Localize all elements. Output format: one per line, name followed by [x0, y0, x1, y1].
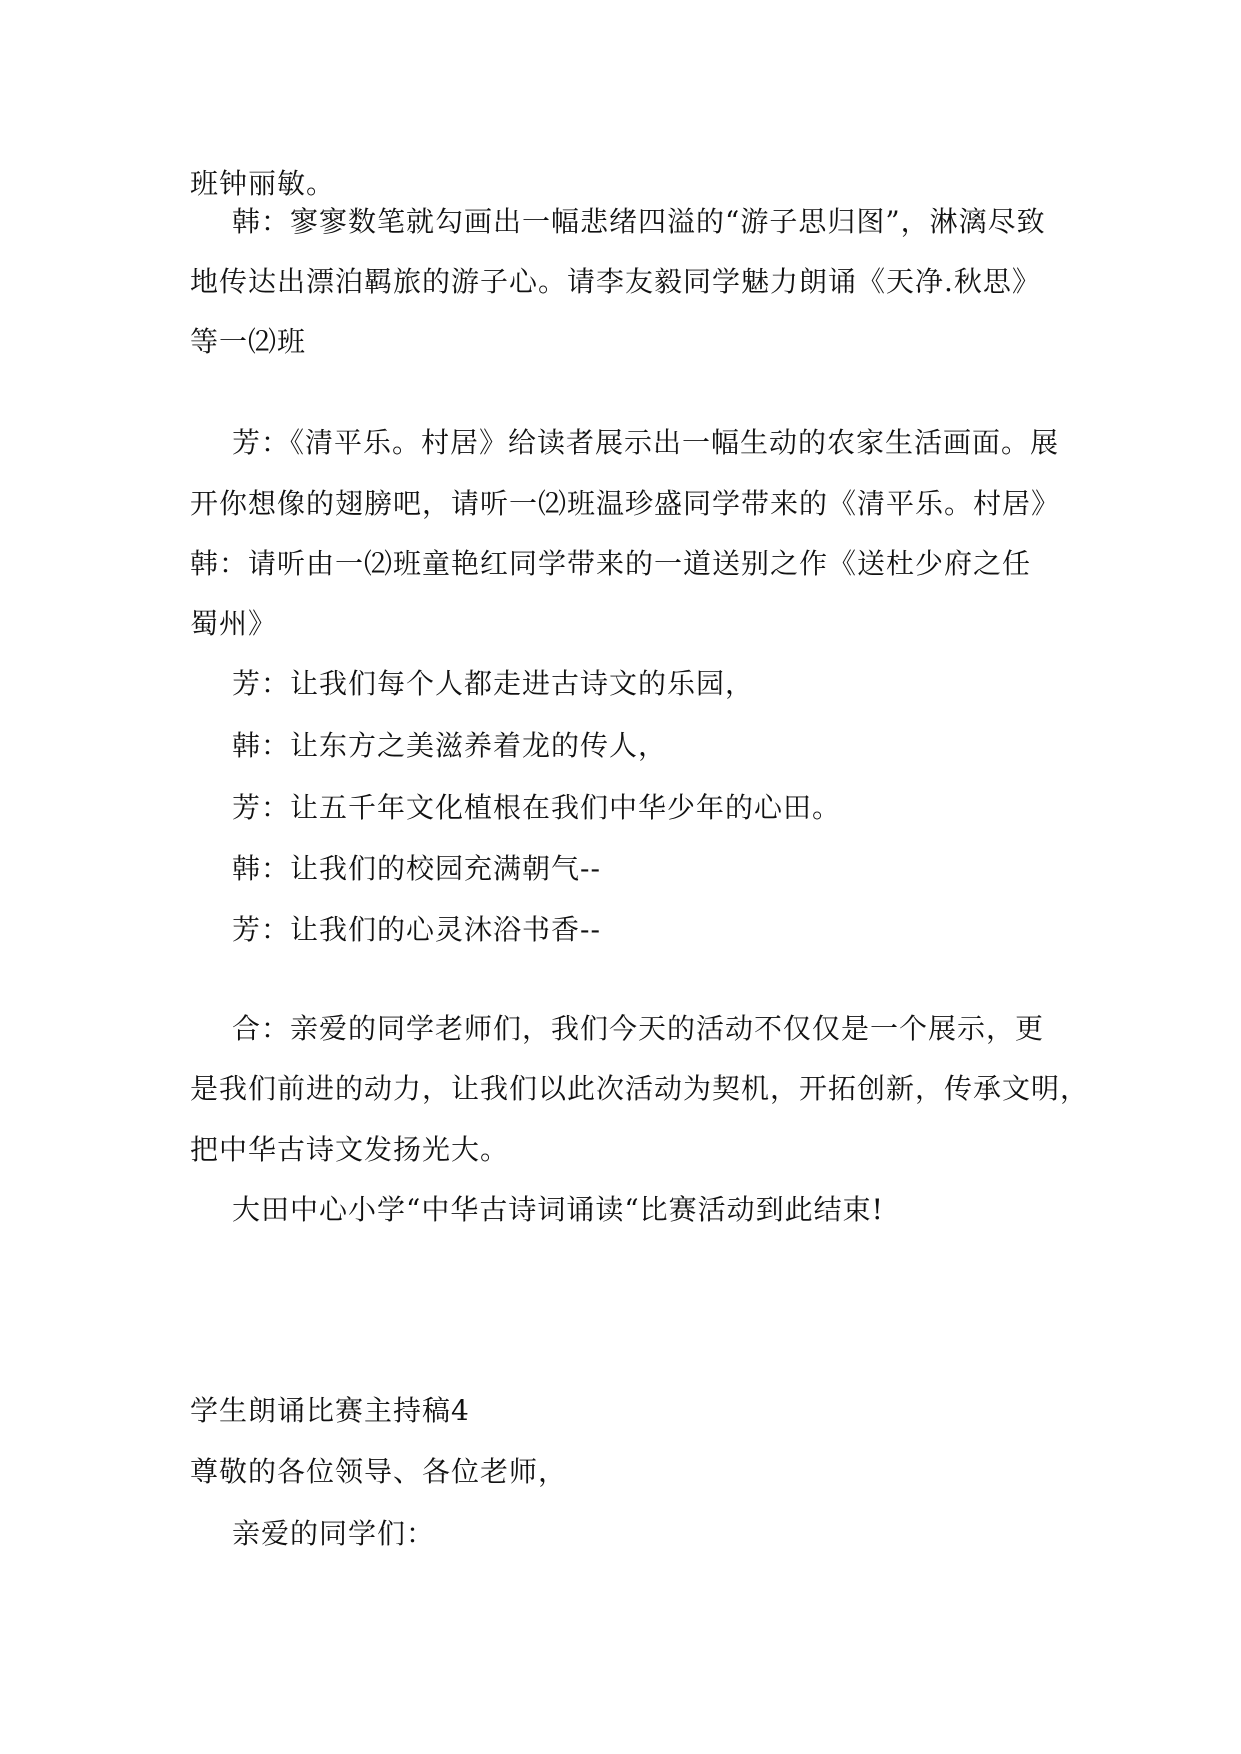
text-line: 韩：请听由一⑵班童艳红同学带来的一道送别之作《送杜少府之任: [190, 547, 1032, 580]
text-line: 韩：让我们的校园充满朝气--: [232, 852, 601, 885]
text-line: 开你想像的翅膀吧，请听一⑵班温珍盛同学带来的《清平乐。村居》: [190, 487, 1061, 520]
text-line: 班钟丽敏。: [190, 167, 336, 200]
text-line: 芳：让我们每个人都走进古诗文的乐园，: [232, 667, 755, 700]
text-line: 芳：《清平乐。村居》给读者展示出一幅生动的农家生活画面。展: [232, 426, 1060, 459]
text-line: 地传达出漂泊羁旅的游子心。请李友毅同学魅力朗诵《天净.秋思》: [190, 265, 1041, 298]
text-line: 韩：寥寥数笔就勾画出一幅悲绪四溢的“游子思归图”，淋漓尽致: [232, 205, 1046, 238]
text-line: 尊敬的各位领导、各位老师，: [190, 1455, 568, 1488]
text-line: 蜀州》: [190, 607, 278, 640]
text-line: 等一⑵班: [190, 325, 307, 358]
text-line: 合：亲爱的同学老师们，我们今天的活动不仅仅是一个展示，更: [232, 1012, 1045, 1045]
text-line: 韩：让东方之美滋养着龙的传人，: [232, 729, 668, 762]
text-line: 把中华古诗文发扬光大。: [190, 1133, 510, 1166]
text-line: 芳：让五千年文化植根在我们中华少年的心田。: [232, 791, 842, 824]
text-line: 亲爱的同学们：: [232, 1517, 436, 1550]
text-line: 是我们前进的动力，让我们以此次活动为契机，开拓创新，传承文明，: [190, 1072, 1090, 1105]
text-line: 大田中心小学“中华古诗词诵读“比赛活动到此结束!: [232, 1193, 884, 1226]
text-line: 芳：让我们的心灵沐浴书香--: [232, 913, 601, 946]
section-heading: 学生朗诵比赛主持稿4: [190, 1394, 470, 1427]
